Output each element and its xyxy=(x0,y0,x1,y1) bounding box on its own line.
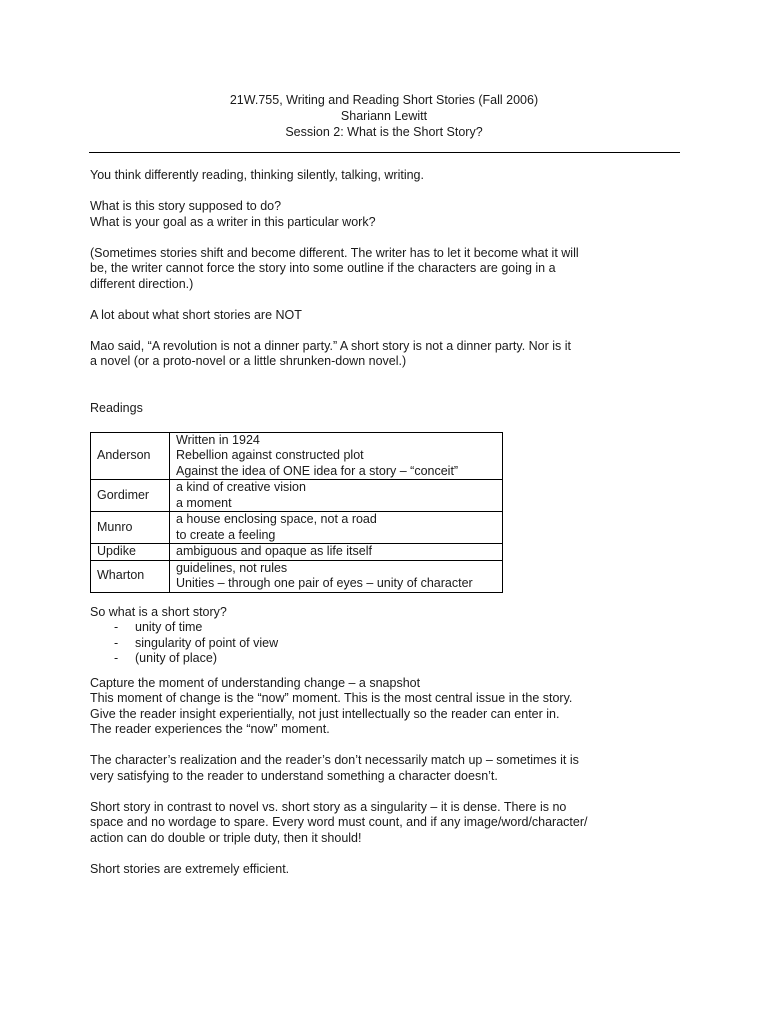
line: action can do double or triple duty, then it should! xyxy=(90,830,362,845)
notes-cell xyxy=(170,480,503,512)
paragraph-shift xyxy=(90,246,680,293)
course-title: 21W.755, Writing and Reading Short Stories (Fall 2006) xyxy=(229,93,539,107)
paragraph-snapshot xyxy=(90,676,680,738)
line: be, the writer cannot force the story into some outline if the characters are going in a xyxy=(90,261,556,275)
note: a kind of creative vision xyxy=(176,480,306,494)
note: a moment xyxy=(176,495,232,510)
notes-cell xyxy=(170,432,503,480)
list-item xyxy=(90,651,680,667)
paragraph-dense xyxy=(90,800,680,847)
line: What is your goal as a writer in this particular work? xyxy=(90,214,376,229)
header-divider xyxy=(89,152,680,153)
instructor-name: Shariann Lewitt xyxy=(340,109,428,123)
list-item-text: singularity of point of view xyxy=(135,635,279,650)
paragraph-questions xyxy=(90,199,680,230)
note: ambiguous and opaque as life itself xyxy=(176,544,372,558)
line: Capture the moment of understanding change – a snapshot xyxy=(90,675,421,690)
line: The character’s realization and the reader’s don’t necessarily match up – sometimes it is xyxy=(90,753,579,767)
table-row xyxy=(91,560,503,592)
line: space and no wordage to spare. Every word must count, and if any image/word/character/ xyxy=(90,815,588,829)
readings-table xyxy=(90,432,503,593)
list-item-text: (unity of place) xyxy=(135,651,217,665)
table-row xyxy=(91,432,503,480)
author-cell: Updike xyxy=(91,544,170,561)
notes-cell xyxy=(170,560,503,592)
short-story-question: So what is a short story? xyxy=(90,604,227,619)
paragraph-not xyxy=(90,308,680,324)
line: You think differently reading, thinking silently, talking, writing. xyxy=(90,168,424,182)
line: Mao said, “A revolution is not a dinner party.” A short story is not a dinner party. Nor is it xyxy=(90,338,572,353)
notes-cell xyxy=(170,544,503,561)
line: A lot about what short stories are NOT xyxy=(90,307,302,322)
short-story-list xyxy=(90,620,680,667)
note: guidelines, not rules xyxy=(176,560,288,575)
line: different direction.) xyxy=(90,276,194,291)
line: This moment of change is the “now” moment. This is the most central issue in the story. xyxy=(90,691,573,705)
note: Unities – through one pair of eyes – unity of character xyxy=(176,576,473,590)
note: to create a feeling xyxy=(176,527,276,542)
note: Rebellion against constructed plot xyxy=(176,448,364,462)
paragraph-efficient xyxy=(90,862,680,878)
paragraph-mao xyxy=(90,339,680,370)
author-cell: Anderson xyxy=(91,432,170,480)
table-row xyxy=(91,544,503,561)
list-item xyxy=(90,636,680,652)
notes-cell xyxy=(170,512,503,544)
paragraph-intro xyxy=(90,168,680,184)
author-cell: Gordimer xyxy=(91,480,170,512)
note: Written in 1924 xyxy=(176,432,260,447)
note: a house enclosing space, not a road xyxy=(176,512,377,526)
table-row xyxy=(91,480,503,512)
line: What is this story supposed to do? xyxy=(90,199,282,213)
table-row xyxy=(91,512,503,544)
dash-marker: - xyxy=(114,635,119,650)
dash-marker: - xyxy=(114,651,119,665)
list-item-text: unity of time xyxy=(135,620,203,634)
line: Short stories are extremely efficient. xyxy=(90,861,290,876)
document-body xyxy=(90,168,680,893)
document-header xyxy=(0,92,768,140)
line: very satisfying to the reader to understand something a character doesn’t. xyxy=(90,768,498,783)
line: Give the reader insight experientially, not just intellectually so the reader can enter in. xyxy=(90,706,560,721)
paragraph-realization xyxy=(90,753,680,784)
dash-marker: - xyxy=(114,620,119,634)
session-title: Session 2: What is the Short Story? xyxy=(285,125,483,139)
readings-heading: Readings xyxy=(90,400,143,415)
author-cell: Wharton xyxy=(91,560,170,592)
note: Against the idea of ONE idea for a story – “conceit” xyxy=(176,463,459,478)
line: The reader experiences the “now” moment. xyxy=(90,722,330,736)
line: Short story in contrast to novel vs. short story as a singularity – it is dense. There is no xyxy=(90,799,567,814)
line: (Sometimes stories shift and become different. The writer has to let it become what it will xyxy=(90,245,579,260)
author-cell: Munro xyxy=(91,512,170,544)
line: a novel (or a proto-novel or a little shrunken-down novel.) xyxy=(90,354,407,368)
list-item xyxy=(90,620,680,636)
